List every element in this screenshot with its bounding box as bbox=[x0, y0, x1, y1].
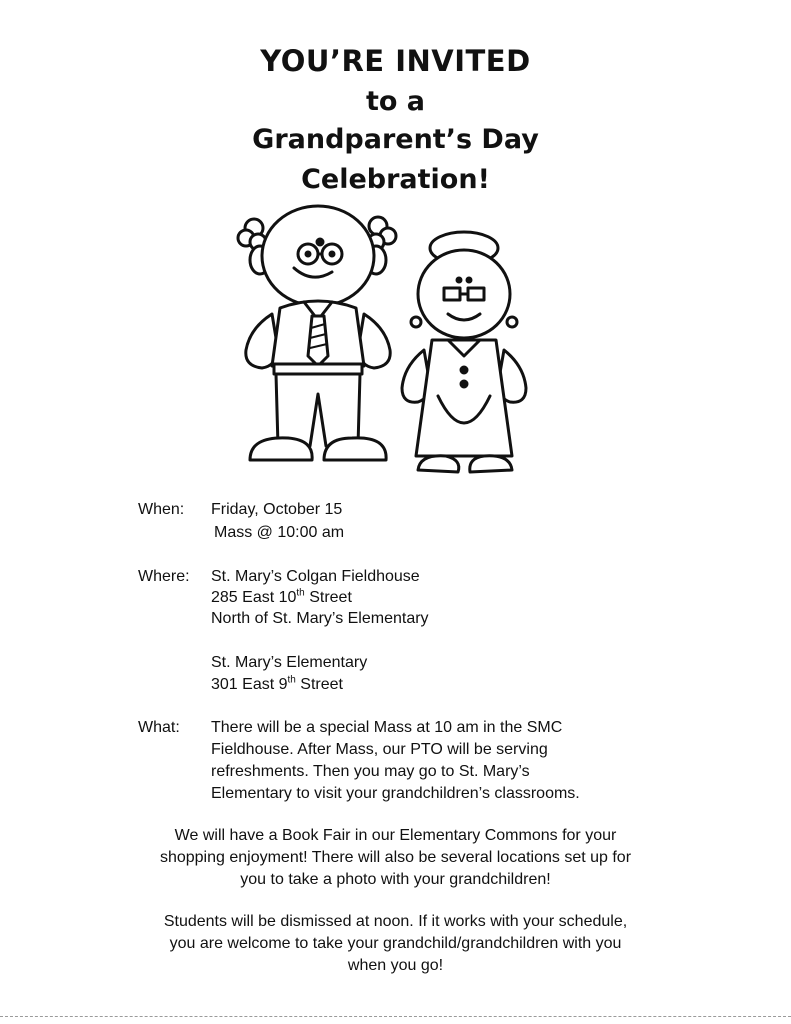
grandparents-clipart-icon bbox=[232, 198, 532, 490]
venue1-address bbox=[211, 587, 352, 608]
what-line-1: There will be a special Mass at 10 am in the SMC bbox=[211, 719, 563, 736]
when-date: Friday, October 15 bbox=[211, 501, 343, 518]
title-line-2: to a bbox=[365, 86, 426, 117]
where-label: Where: bbox=[138, 568, 190, 585]
bookfair-line-2: shopping enjoyment! There will also be several locations set up for bbox=[159, 849, 632, 866]
title-line-1: YOU’RE INVITED bbox=[260, 44, 531, 78]
venue2-street-number: 301 East 9 bbox=[211, 676, 288, 693]
page-bottom-rule bbox=[0, 1016, 791, 1017]
grandma-figure bbox=[402, 232, 526, 472]
when-label: When: bbox=[138, 501, 185, 518]
dismissal-line-1: Students will be dismissed at noon. If it works with your schedule, bbox=[163, 913, 628, 930]
bookfair-line-1: We will have a Book Fair in our Elementary Commons for your bbox=[174, 827, 617, 844]
dismissal-line-3: when you go! bbox=[347, 957, 444, 974]
what-line-4: Elementary to visit your grandchildren’s classrooms. bbox=[211, 785, 580, 802]
grandpa-figure bbox=[238, 206, 396, 460]
venue2-street-name: Street bbox=[295, 676, 343, 693]
title-line-3: Grandparent’s Day bbox=[252, 124, 539, 155]
venue2-name: St. Mary’s Elementary bbox=[211, 654, 368, 671]
venue1-street-number: 285 East 10 bbox=[211, 589, 297, 606]
venue2-address bbox=[211, 674, 343, 695]
venue1-note: North of St. Mary’s Elementary bbox=[211, 610, 429, 627]
what-line-3: refreshments. Then you may go to St. Mary’s bbox=[211, 763, 530, 780]
dismissal-line-2: you are welcome to take your grandchild/grandchildren with you bbox=[169, 935, 622, 952]
title-line-4: Celebration! bbox=[301, 164, 490, 195]
venue1-name: St. Mary’s Colgan Fieldhouse bbox=[211, 568, 420, 585]
venue1-street-name: Street bbox=[304, 589, 352, 606]
when-time: Mass @ 10:00 am bbox=[214, 524, 345, 541]
venue2-street-suffix: th bbox=[287, 674, 296, 686]
what-label: What: bbox=[138, 719, 180, 736]
venue1-street-suffix: th bbox=[296, 587, 305, 599]
bookfair-line-3: you to take a photo with your grandchildren! bbox=[240, 871, 551, 888]
what-line-2: Fieldhouse. After Mass, our PTO will be serving bbox=[211, 741, 548, 758]
